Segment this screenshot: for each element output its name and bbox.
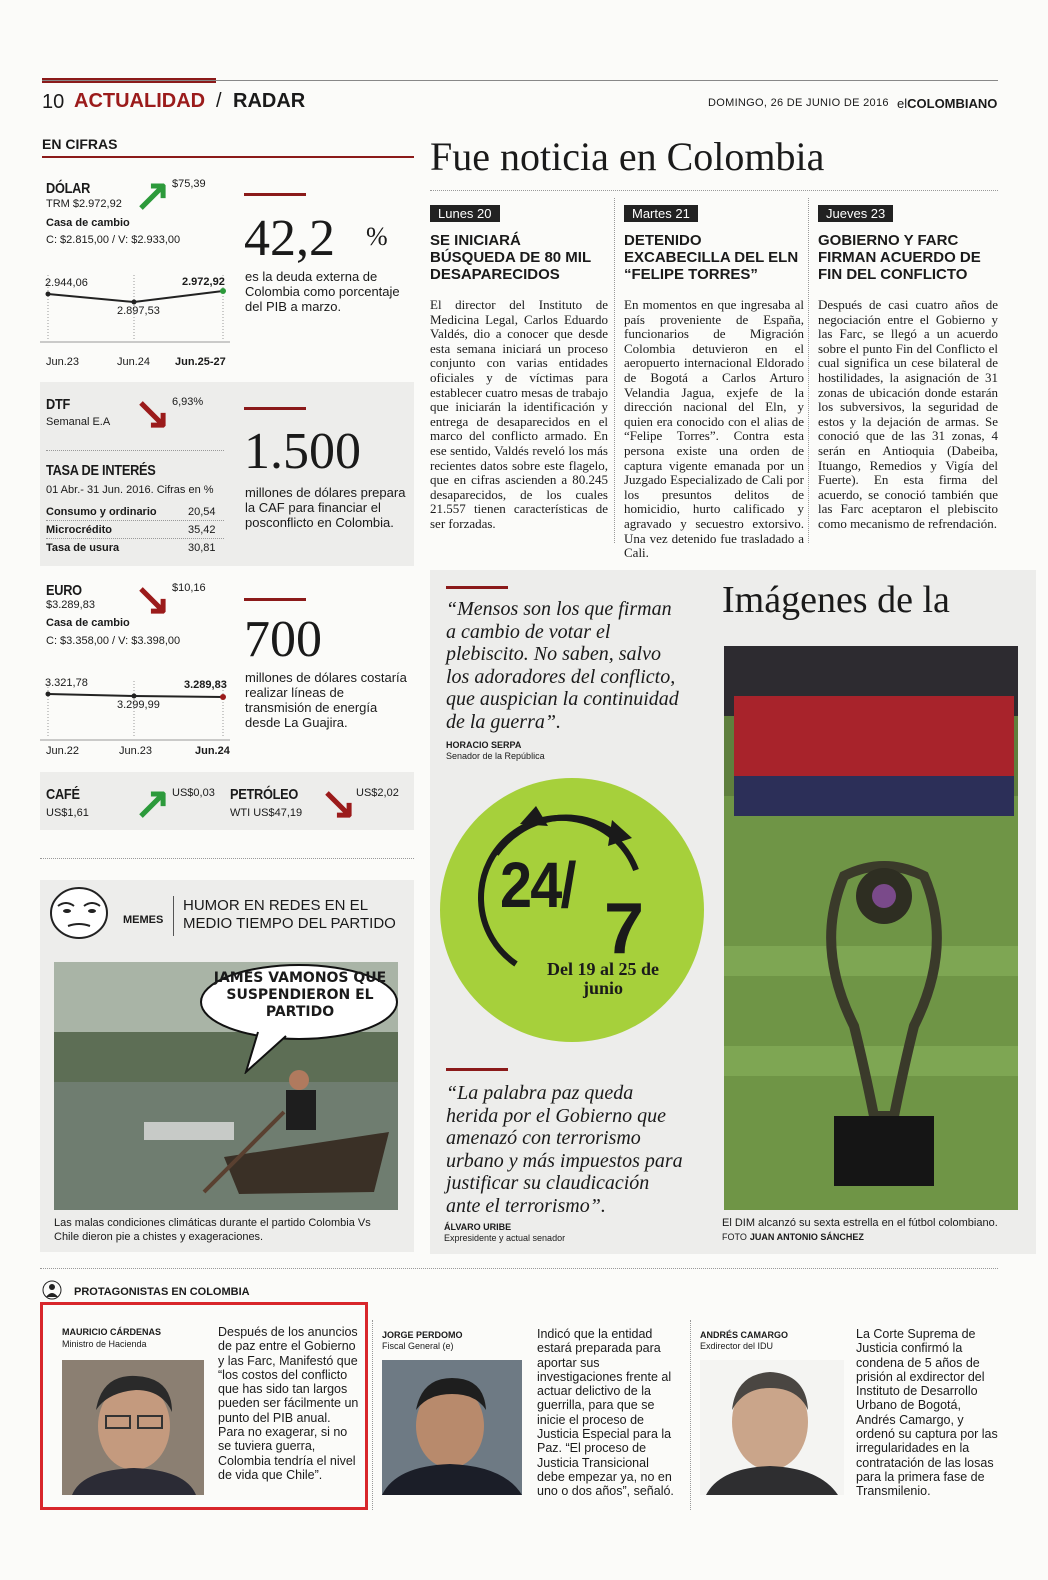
euro-down-arrow-icon: ↘ xyxy=(134,575,171,624)
fact-1-rule xyxy=(244,193,306,196)
cafe-up-arrow-icon: ↗ xyxy=(134,779,171,828)
dolar-date-2: Jun.24 xyxy=(117,356,151,368)
euro-cv: C: $3.358,00 / V: $3.398,00 xyxy=(46,635,181,647)
tasa-row-2-name: Microcrédito xyxy=(46,524,113,536)
photo-credit-prefix: FOTO xyxy=(722,1232,747,1242)
euro-casa: Casa de cambio xyxy=(46,617,130,629)
dolar-cv: C: $2.815,00 / V: $2.933,00 xyxy=(46,234,181,246)
dtf-divider xyxy=(46,450,224,451)
person-2-photo xyxy=(382,1360,522,1495)
dolar-point-2: 2.897,53 xyxy=(117,305,160,317)
protagonistas-title: PROTAGONISTAS EN COLOMBIA xyxy=(74,1286,250,1298)
quote-1-author: HORACIO SERPA xyxy=(446,740,522,750)
cafe-value: US$1,61 xyxy=(46,807,89,819)
badge-number-left: 24/ xyxy=(500,849,575,921)
memes-caption: Las malas condiciones climáticas durante el partido Colombia Vs Chile dieron pie a chistes y exageraciones. xyxy=(54,1217,371,1243)
news-3-headline: GOBIERNO Y FARC FIRMAN ACUERDO DE FIN DEL CONFLICTO xyxy=(818,232,981,283)
dtf-down-arrow-icon: ↘ xyxy=(134,389,171,438)
news-2-day: Martes 21 xyxy=(624,205,698,222)
memes-title: HUMOR EN REDES EN EL MEDIO TIEMPO DEL PARTIDO xyxy=(183,897,396,932)
memes-tag: MEMES xyxy=(123,914,164,926)
quote-2-rule xyxy=(446,1068,508,1071)
dolar-point-3: 2.972,92 xyxy=(182,276,225,288)
fact-3-number: 700 xyxy=(244,611,322,668)
memes-tag-divider xyxy=(173,896,174,936)
news-3-body: Después de casi cuatro años de negociación entre el Gobierno y las Farc, se llegó a un acuerdo sobre el punto Fin del Conflicto el cual significa un cese bilateral de hostilidades, la asignación de 31 zonas de ubicación donde estarán los subversivos, la seguridad de estos y la dejación de armas. Se conoció que de las 31 zonas, 4 serán en Antioquia (Dabeiba, Ituango, Remedios y Vigía del Fuerte). En esta firma del acuerdo, se conoció también que las Farc aceptaron el plebiscito como mecanismo de refrendación. xyxy=(818,297,998,531)
quote-2-text: “La palabra paz queda herida por el Gobierno que amenazó con terrorismo urbano y más impuestos para justificar su claudicación ante el terrorismo”. xyxy=(446,1082,683,1217)
fact-3-rule xyxy=(244,598,306,601)
news-3-day: Jueves 23 xyxy=(818,205,893,222)
person-2-role: Fiscal General (e) xyxy=(382,1341,454,1351)
dolar-casa: Casa de cambio xyxy=(46,217,130,229)
tasa-row-divider xyxy=(46,520,224,521)
photo-credit: JUAN ANTONIO SÁNCHEZ xyxy=(749,1232,864,1242)
dolar-point-1: 2.944,06 xyxy=(45,277,88,289)
newspaper-prefix: el xyxy=(897,96,908,111)
quote-2-role: Expresidente y actual senador xyxy=(444,1233,566,1243)
news-2-body: En momentos en que ingresaba al país proveniente de España, funcionarios de Migración Colombia detuvieron en el aeropuerto internacional Eldorado de Bogotá a Carlos Arturo Velandia Jagua, exjefe de la dirección nacional del Eln, y quien era conocido con el alias de “Felipe Torres”. Contra esta persona existe una orden de captura vigente emanada por un Juzgado Especializado de Cali por los presuntos delitos de homicidio, hurto calificado y agravado y secuestro extorsivo. Una vez detenido fue trasladado a Cali. xyxy=(624,297,804,561)
quote-1-role: Senador de la República xyxy=(446,751,545,761)
euro-date-3: Jun.24 xyxy=(195,745,230,757)
fact-2-text: millones de dólares prepara la CAF para financiar el posconflicto en Colombia. xyxy=(245,485,406,530)
dolar-trm: TRM $2.972,92 xyxy=(46,198,122,210)
tasa-period: 01 Abr.- 31 Jun. 2016. Cifras en % xyxy=(46,484,214,496)
protagonistas-divider xyxy=(372,1320,373,1510)
news-1-day: Lunes 20 xyxy=(430,205,500,222)
person-2-name: JORGE PERDOMO xyxy=(382,1330,463,1340)
dolar-date-3: Jun.25-27 xyxy=(175,356,226,368)
petroleo-value: WTI US$47,19 xyxy=(230,807,303,819)
dtf-label: DTF xyxy=(46,396,71,413)
person-3-text: La Corte Suprema de Justicia confirmó la condena de 5 años de prisión al exdirector del Instituto de Desarrollo Urbano de Bogotá, Andrés Camargo, y ordenó su captura por las irregularidades en la contratación de las losas para la primera fase de Transmilenio. xyxy=(856,1327,998,1499)
dolar-date-1: Jun.23 xyxy=(46,356,80,368)
tasa-row-2-value: 35,42 xyxy=(188,524,216,536)
fact-1-number: 42,2 xyxy=(244,210,335,267)
petroleo-label: PETRÓLEO xyxy=(230,786,299,803)
tasa-row-1-value: 20,54 xyxy=(188,506,216,518)
dim-celebration-photo xyxy=(724,646,1018,1210)
person-3-photo xyxy=(700,1360,844,1495)
badge-dates: Del 19 al 25 de junio xyxy=(547,959,659,998)
euro-price: $3.289,83 xyxy=(46,599,95,611)
images-caption xyxy=(722,1216,1016,1244)
images-title: Imágenes de la xyxy=(722,579,950,621)
petroleo-down-arrow-icon: ↘ xyxy=(320,779,357,828)
news-col-divider xyxy=(808,198,809,543)
fact-2-rule xyxy=(244,407,306,410)
dtf-sub: Semanal E.A xyxy=(46,416,111,428)
protagonistas-divider xyxy=(690,1320,691,1510)
newspaper-name xyxy=(897,96,997,111)
person-icon xyxy=(42,1280,62,1300)
tasa-label: TASA DE INTERÉS xyxy=(46,462,156,479)
euro-point-2: 3.299,99 xyxy=(117,699,160,711)
person-1-name: MAURICIO CÁRDENAS xyxy=(62,1327,161,1337)
protagonistas-top-divider xyxy=(40,1268,998,1269)
dolar-change: $75,39 xyxy=(172,178,206,190)
quote-1-rule xyxy=(446,586,508,589)
euro-label: EURO xyxy=(46,582,82,599)
person-1-role: Ministro de Hacienda xyxy=(62,1339,147,1349)
tasa-row-3-value: 30,81 xyxy=(188,542,216,554)
person-3-role: Exdirector del IDU xyxy=(700,1341,774,1351)
euro-date-1: Jun.22 xyxy=(46,745,80,757)
cafe-label: CAFÉ xyxy=(46,786,80,803)
badge-number-right: 7 xyxy=(604,889,645,969)
petroleo-change: US$2,02 xyxy=(356,787,399,799)
speech-bubble-text: JAMES VAMONOS QUE SUSPENDIERON EL PARTIDO xyxy=(213,970,387,1020)
section-separator: / xyxy=(216,90,222,112)
cifras-rule xyxy=(42,156,414,158)
commodities-block xyxy=(40,772,414,830)
euro-point-1: 3.321,78 xyxy=(45,677,88,689)
tasa-row-divider xyxy=(46,538,224,539)
header-rule xyxy=(42,80,998,81)
meme-face-icon xyxy=(46,884,112,942)
news-1-headline: SE INICIARÁ BÚSQUEDA DE 80 MIL DESAPARECIDOS xyxy=(430,232,591,283)
dolar-label: DÓLAR xyxy=(46,180,91,197)
news-top-divider xyxy=(430,190,998,191)
euro-change: $10,16 xyxy=(172,582,206,594)
news-1-body: El director del Instituto de Medicina Legal, Carlos Eduardo Valdés, dio a conocer que desde esta semana iniciará un proceso conjunto con varias entidades oficiales y de víctimas para establecer cuatro mesas de trabajo que iniciarán la identificación y entrega de desaparecidos en el marco del conflicto armado. En ese sentido, Valdés reveló los más recientes datos sobre este flagelo, que en cifras ascienden a 80.245 desaparecidos, de los cuales 21.557 tienen características de ser forzadas. xyxy=(430,297,608,531)
tasa-row-3-name: Tasa de usura xyxy=(46,542,120,554)
euro-date-2: Jun.23 xyxy=(119,745,153,757)
cifras-title: EN CIFRAS xyxy=(42,136,118,152)
cafe-change: US$0,03 xyxy=(172,787,215,799)
fact-1-text: es la deuda externa de Colombia como porcentaje del PIB a marzo. xyxy=(245,269,400,314)
dolar-up-arrow-icon: ↗ xyxy=(134,171,171,220)
euro-point-3: 3.289,83 xyxy=(184,679,227,691)
person-2-text: Indicó que la entidad estará preparada para aportar sus investigaciones frente al actuar delictivo de la guerrilla, para que se inicie el proceso de Justicia Especial para la Paz. “El proceso de Justicia Transicional debe empezar ya, no en uno o dos años”, señaló. xyxy=(537,1327,674,1499)
news-title: Fue noticia en Colombia xyxy=(430,134,825,179)
quote-2-author: ÁLVARO URIBE xyxy=(444,1222,512,1232)
quote-1-text: “Mensos son los que firman a cambio de votar el plebiscito. No saben, salvo los adoradores del conflicto, que auspician la continuidad de la guerra”. xyxy=(446,598,679,733)
person-3-name: ANDRÉS CAMARGO xyxy=(700,1330,789,1340)
issue-date: DOMINGO, 26 DE JUNIO DE 2016 xyxy=(708,97,889,109)
news-col-divider xyxy=(614,198,615,543)
person-1-text: Después de los anuncios de paz entre el Gobierno y las Farc, Manifestó que “los costos del conflicto que has sido tan largos pueden ser fácilmente un punto del PIB anual. Para no exagerar, si no se tuviera guerra, Colombia tendría el nivel de vida que Chile”. xyxy=(218,1325,359,1482)
dtf-change: 6,93% xyxy=(172,396,204,408)
page-number: 10 xyxy=(42,91,65,113)
fact-2-number: 1.500 xyxy=(244,423,361,480)
fact-1-unit: % xyxy=(366,222,388,251)
images-caption-text: El DIM alcanzó su sexta estrella en el fútbol colombiano. xyxy=(722,1217,998,1229)
cifras-bottom-divider xyxy=(40,858,414,859)
fact-3-text: millones de dólares costaría realizar líneas de transmisión de energía desde La Guajira. xyxy=(245,670,407,730)
newspaper-title: COLOMBIANO xyxy=(907,96,998,111)
subsection-title: RADAR xyxy=(233,90,306,112)
person-1-photo xyxy=(62,1360,204,1495)
section-title: ACTUALIDAD xyxy=(74,90,206,112)
tasa-row-1-name: Consumo y ordinario xyxy=(46,506,157,518)
news-2-headline: DETENIDO EXCABECILLA DEL ELN “FELIPE TORRES” xyxy=(624,232,799,283)
